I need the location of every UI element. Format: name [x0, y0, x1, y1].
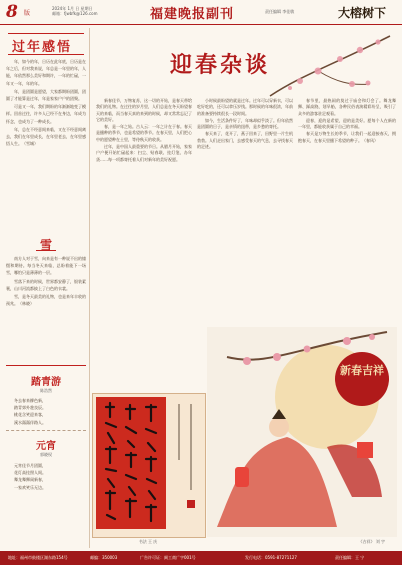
essay1-paragraph: 年，总在不经意间来临，又在不经意间离去，我们在年里成长，在年里老去，在年里感悟人生。（雪城） [6, 126, 86, 147]
poem-line: 冬去春来柳色新， [14, 398, 46, 403]
poem1-title: 踏青游 [31, 377, 61, 388]
article-column-2 [197, 98, 293, 323]
date-line [52, 6, 98, 16]
article-paragraph: 春节里，最热闹的莫过于庙会和灯会了。舞龙舞狮、踩高跷、划旱船，各种民俗表演精彩纷呈，吸引了众多的游客驻足观看。 [298, 98, 396, 116]
footer-editor: 责任编辑：王 宁 [335, 555, 365, 560]
essay1-paragraph: 可是又一年，我们期盼的年渐渐地变了模样。回首过往，许多人已经不在身边，年成为怀念，也成为了一种成长。 [6, 104, 86, 124]
article-paragraph: 过年，是中国人最重要的节日。从腊月开始，家家户户便开始忙碌起来：扫尘、贴春联、挂灯笼、办年货……每一项都寄托着人们对新年的美好祝愿。 [96, 144, 192, 162]
painting-artwork [207, 327, 397, 537]
date-text: 2024年 1月 日 星期日 [52, 6, 93, 11]
essay2-paragraph: 雪，是冬天最美的礼物，也是来年丰收的预兆。（林晓） [6, 294, 86, 307]
article-paragraph: 小时候最盼望的就是过年。过年可以穿新衣，可以吃好吃的，还可以拿压岁钱。那时候的年味很浓，年前的准备要持续很长一段时间。 [197, 98, 293, 116]
essay2-title: 雪 [39, 238, 52, 252]
calligraphy-caption: 书法 王 庆 [138, 539, 158, 544]
painting-seal: 新春吉祥 [335, 352, 389, 406]
divider [6, 365, 86, 366]
poem2-title: 元宵 [36, 441, 56, 452]
footer-bar [0, 551, 402, 565]
article-paragraph: 迎春，迎的是希望，迎的是美好。愿每个人在新的一年里，都能收获属于自己的幸福。 [298, 117, 396, 130]
divider [6, 430, 86, 431]
article-paragraph: 春，是一年之始。古人云：一年之计在于春。春天是播种的季节，也是希望的季节。在春天里，人们把心中的愿望种在土里，等待秋天的收获。 [96, 124, 192, 142]
page-unit: 版 [24, 10, 31, 17]
poem2-body [14, 462, 86, 491]
page-number: 8 [6, 2, 18, 22]
paper-logo: 福建晚报副刊 [150, 7, 235, 22]
editor-line: 责任编辑 李佳敏 [265, 9, 295, 14]
painting-caption: 《吉祥》 刘 宇 [358, 539, 385, 544]
footer-license: 广告许可证：闽工商广字001号 [140, 555, 196, 560]
article-title: 迎春杂谈 [170, 52, 271, 78]
article-paragraph: 如今，生活条件好了，年味却似乎淡了。但年依然是团圆的日子，是亲情的纽带，是乡愁的寄托。 [197, 117, 293, 130]
poem-line: 桃花含笑迎来客， [14, 412, 46, 418]
title-underline [36, 250, 56, 251]
plum-blossom-decoration [260, 26, 400, 106]
essay1-paragraph: 年，是团圆是愿望，大家都期盼团圆，团圆了才能算是过年，年是家家户户的团聚。 [6, 88, 86, 102]
poem2-author: 郭晓权 [40, 452, 52, 457]
essay1-title: 过年感悟 [12, 40, 73, 55]
footer-phone: 发行电话：0591-87271127 [245, 555, 297, 560]
poem-line: 溪水潺潺伴路人。 [14, 419, 46, 425]
footer-address: 地址：福州市鼓楼区湖东路154号 [8, 555, 68, 560]
calligraphy-strokes [96, 397, 166, 529]
email-text: 邮箱：fjwbfk@126.com [52, 11, 98, 16]
calligraphy-inscription [169, 400, 203, 525]
article-column-1 [96, 98, 192, 388]
column-rule [89, 28, 90, 548]
article-paragraph: 新春佳节，万物复苏，这一切的开始，是春天带给我们的礼物。在过往的岁月里，人们总是在冬天盼望春天的来临，而当春天真的来到的时候，却又常常忘记了它的美好。 [96, 98, 192, 122]
essay2-body [6, 255, 86, 363]
poem1-author: 陈浩然 [40, 388, 52, 393]
article-column-3 [298, 98, 396, 323]
calligraphy-red-paper [96, 397, 166, 529]
essay2-paragraph: 雪落下来的时候，世界都安静了，银装素裹，山川河流都披上了白色的衣裳。 [6, 278, 86, 291]
essay2-paragraph: 南方人对于雪，向来是有一种说不出的憧憬和期待。每当冬天来临，总盼着能下一场雪，哪怕只是薄薄的一层。 [6, 256, 86, 276]
calligraphy-artwork [92, 393, 206, 538]
poem-line: 花灯高挂照人间。 [14, 470, 46, 476]
column-title: 大榕树下 [338, 6, 387, 20]
poem-line: 舞龙舞狮闹新春， [14, 477, 46, 483]
essay1-body [6, 58, 86, 233]
article-paragraph: 春天是万物生长的季节，让我们一起迎接春天，拥抱春天，在春天里播下希望的种子。（春风） [298, 131, 396, 143]
poem1-body [14, 397, 86, 426]
footer-postcode: 邮编：350003 [90, 555, 118, 560]
article-paragraph: 春天来了，花开了，燕子回来了，田野里一片生机勃勃。人们走出家门，去感受春天的气息，去寻找春天的足迹。 [197, 131, 293, 150]
essay1-paragraph: 年，如今的年，日历在此年底，日历是在年之后，但对我来说，年总是一年里的年，人能，年依然那么美好和期许，一年的忙碌，一年又一年，年的年。 [6, 59, 86, 86]
poem-line: 一家欢笑乐无边。 [14, 484, 46, 490]
poem-line: 踏青郊外趁良辰。 [14, 405, 46, 411]
poem-line: 元宵佳节月团圆， [14, 463, 46, 468]
